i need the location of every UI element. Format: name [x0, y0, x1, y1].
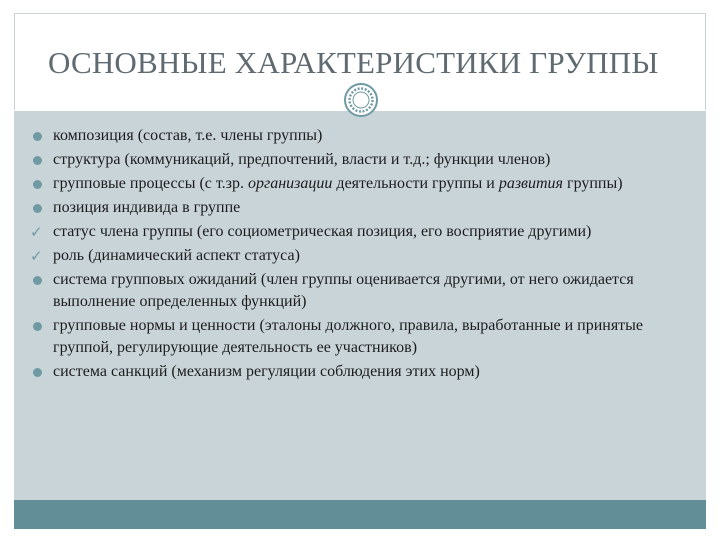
decorative-ring-icon [343, 82, 379, 118]
bullet-dot [33, 132, 42, 141]
footer-bar [14, 500, 706, 529]
bullet-dot-icon [30, 269, 46, 291]
checkmark-glyph: ✓ [30, 223, 43, 241]
list-item [28, 125, 696, 147]
list-item [28, 269, 696, 313]
checkmark-icon [30, 245, 46, 267]
bullet-dot [33, 204, 42, 213]
emphasized-text: развития [498, 175, 563, 192]
item-text: роль (динамический аспект статуса) [53, 247, 300, 264]
item-text: группы) [563, 175, 623, 192]
bullet-dot-icon [30, 149, 46, 171]
bullet-list [28, 125, 696, 385]
item-text: система санкций (механизм регуляции соблюдения этих норм) [53, 363, 480, 380]
bullet-dot [33, 156, 42, 165]
emphasized-text: организации [248, 175, 333, 192]
item-text: позиция индивида в группе [53, 199, 241, 216]
list-item [28, 173, 696, 195]
list-item [28, 149, 696, 171]
item-text: композиция (состав, т.е. члены группы) [53, 127, 323, 144]
item-text: групповые нормы и ценности (эталоны должного, правила, выработанные и принятые группой, регулирующие деятельность ее участников) [53, 317, 644, 356]
bullet-dot [33, 180, 42, 189]
checkmark-glyph: ✓ [30, 247, 43, 265]
bullet-dot [33, 276, 42, 285]
bullet-dot-icon [30, 361, 46, 383]
bullet-dot [33, 368, 42, 377]
item-text: деятельности группы и [332, 175, 499, 192]
item-text: статус члена группы (его социометрическая позиция, его восприятие другими) [53, 223, 592, 240]
bullet-dot-icon [30, 197, 46, 219]
item-text: система групповых ожиданий (член группы оценивается другими, от него ожидается выполнение определенных функций) [53, 271, 634, 310]
bullet-dot-icon [30, 125, 46, 147]
list-item [28, 361, 696, 383]
bullet-dot-icon [30, 173, 46, 195]
item-text: структура (коммуникаций, предпочтений, власти и т.д.; функции членов) [53, 151, 551, 168]
item-text: групповые процессы (с т.зр. [53, 175, 248, 192]
bullet-dot-icon [30, 315, 46, 337]
list-item [28, 245, 696, 267]
slide-title: ОСНОВНЫЕ ХАРАКТЕРИСТИКИ ГРУППЫ [48, 45, 659, 80]
list-item [28, 197, 696, 219]
checkmark-icon [30, 221, 46, 243]
bullet-dot [33, 322, 42, 331]
list-item [28, 315, 696, 359]
list-item [28, 221, 696, 243]
